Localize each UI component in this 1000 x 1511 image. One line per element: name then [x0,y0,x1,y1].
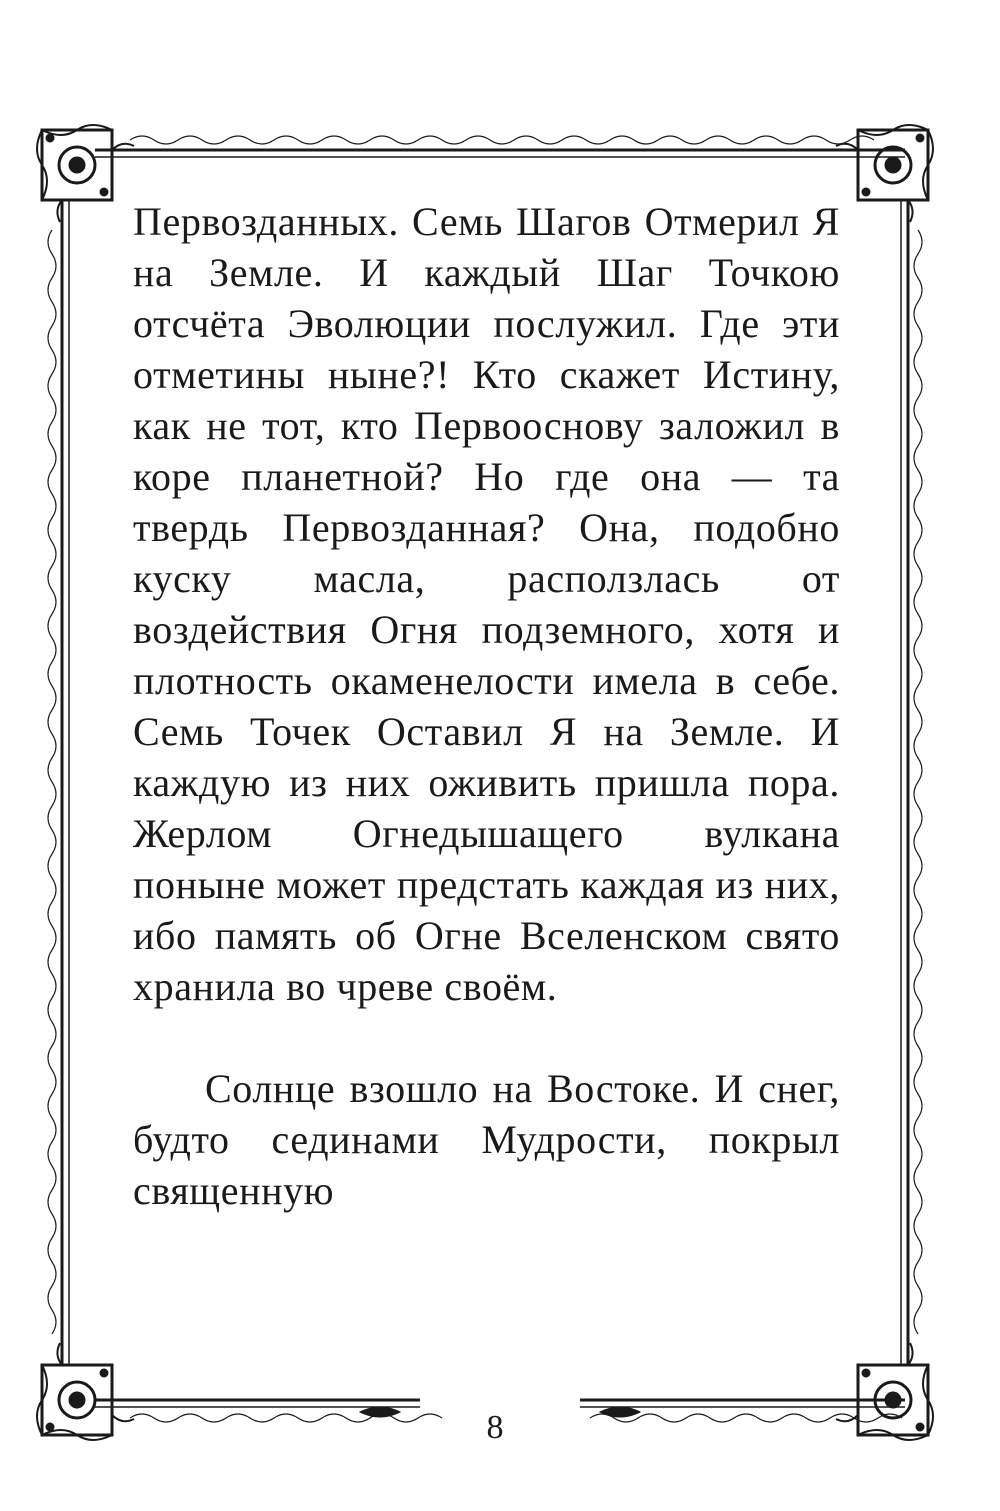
corner-ornament-top-left [37,125,134,222]
corner-ornament-bottom-right [836,1343,933,1440]
corner-ornament-bottom-left [37,1343,134,1440]
page-number: 8 [486,1409,504,1446]
paragraph-2: Солнце взошло на Востоке. И снег, будто сединами Мудрости, покрыл священную [133,1066,840,1213]
paragraph-1: Первозданных. Семь Шагов Отмерил Я на Земле. И каждый Шаг Точкою отсчёта Эволюции послужил. Где эти отметины ныне?! Кто скажет Истину, как не тот, кто Первооснову заложил в коре планетной? Но где она — та твердь Первозданная? Она, подобно куску масла, расползлась от воздействия Огня подземного, хотя и плотность окаменелости имела в себе. Семь Точек Оставил Я на Земле. И каждую из них оживить пришла пора. Жерлом Огнедышащего вулкана поныне может предстать каждая из них, ибо память об Огне Вселенском свято хранила во чреве своём. [133,199,840,1009]
main-text [133,196,840,1216]
